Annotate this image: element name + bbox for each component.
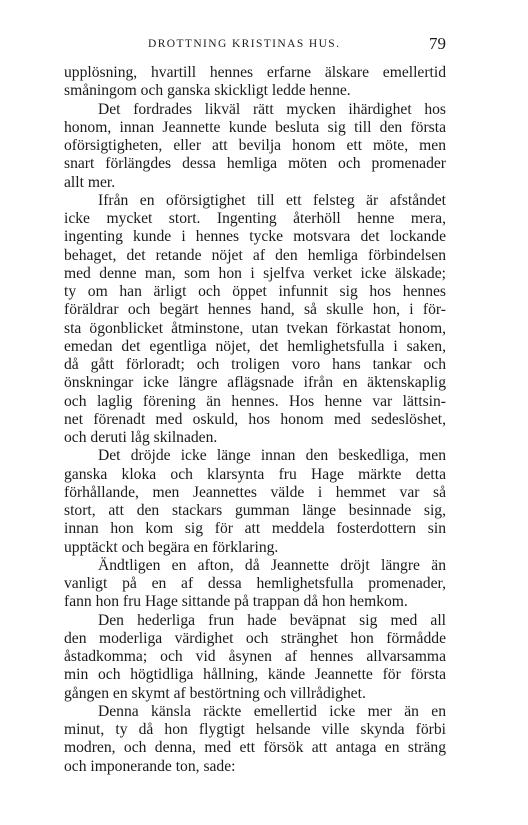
text-line: då gått förloradt; och troligen voro hans tankar och bbox=[64, 356, 446, 373]
text-line: föräldrar och begärt hennes hand, så skulle hon, i för- bbox=[64, 301, 446, 319]
text-line: ty om han ärligt och öppet infunnit sig hos hennes bbox=[64, 283, 446, 300]
text-line: småningom och ganska skickligt ledde henne. bbox=[64, 82, 351, 100]
text-line: Ändtligen en afton, då Jeannette dröjt längre än bbox=[98, 556, 446, 574]
text-line: Det fordrades likväl rätt mycken ihärdighet hos bbox=[98, 100, 446, 118]
text-line: innan hon kom sig för att meddela fosterdottern sin bbox=[64, 520, 446, 538]
text-line: upptäckt och begära en förklaring. bbox=[64, 538, 279, 556]
text-line: allt mer. bbox=[64, 173, 116, 191]
text-line: emedan det egentliga nöjet, det hemlighetsfulla i saken, bbox=[64, 337, 446, 355]
paragraph bbox=[64, 703, 446, 776]
text-line: gången en skymt af bestörtning och villrådighet. bbox=[64, 684, 366, 702]
text-line: behaget, det retande nöjet af den hemliga förbindelsen bbox=[64, 246, 446, 264]
text-line: stort, att den stackars gumman länge besinnade sig, bbox=[64, 502, 446, 519]
paragraph bbox=[64, 447, 446, 557]
text-line: Ifrån en oförsigtighet till ett felsteg är afståndet bbox=[98, 191, 446, 209]
text-line: och imponerande ton, sade: bbox=[64, 757, 236, 775]
body-text bbox=[64, 64, 446, 776]
paragraph bbox=[64, 64, 446, 101]
text-line: Det dröjde icke länge innan den beskedliga, men bbox=[98, 447, 446, 465]
text-line: sta ögonblicket åtminstone, utan tvekan förkastat honom, bbox=[64, 319, 446, 337]
text-line: snart förlängdes dessa hemliga möten och promenader bbox=[64, 155, 446, 173]
text-line: Den hederliga frun hade beväpnat sig med all bbox=[98, 611, 446, 629]
text-line: med denne man, som hon i sjelfva verket icke älskade; bbox=[64, 264, 446, 282]
text-line: icke mycket stort. Ingenting återhöll henne mera, bbox=[64, 210, 446, 227]
text-line: min och högtidliga hållning, kände Jeannette för första bbox=[64, 666, 446, 684]
paragraph bbox=[64, 101, 446, 192]
text-line: ingenting kunde i hennes tycke motsvara det lockande bbox=[64, 228, 446, 246]
paragraph bbox=[64, 612, 446, 703]
text-line: minut, ty då hon flygtigt helsande ville skynda förbi bbox=[64, 721, 446, 738]
text-line: ganska kloka och klarsynta fru Hage märkte detta bbox=[64, 465, 446, 483]
text-line: förhållande, men Jeannettes välde i hemmet var så bbox=[64, 483, 446, 501]
text-line: och laglig förening än hennes. Hos henne var lättsin- bbox=[64, 392, 446, 410]
text-line: och deruti låg skilnaden. bbox=[64, 429, 218, 446]
text-line: önskningar icke längre aflägsnade ifrån en äktenskaplig bbox=[64, 374, 446, 392]
text-line: den moderliga värdighet och stränghet hon förmådde bbox=[64, 629, 446, 647]
text-line: net förenadt med oskuld, hos honom med sedeslöshet, bbox=[64, 410, 446, 428]
page-number: 79 bbox=[429, 34, 446, 53]
text-line: modren, och denna, med ett försök att antaga en sträng bbox=[64, 739, 446, 757]
text-line: åstadkomma; och vid åsynen af hennes allvarsamma bbox=[64, 648, 446, 665]
paragraph bbox=[64, 557, 446, 612]
paragraph bbox=[64, 192, 446, 448]
running-head bbox=[64, 36, 446, 56]
text-line: honom, innan Jeannette kunde besluta sig till den första bbox=[64, 118, 446, 136]
text-line: Denna känsla räckte emellertid icke mer än en bbox=[98, 702, 446, 720]
running-title: DROTTNING KRISTINAS HUS. bbox=[148, 38, 341, 50]
text-line: vanligt på en af dessa hemlighetsfulla promenader, bbox=[64, 575, 446, 592]
text-line: upplösning, hvartill hennes erfarne älskare emellertid bbox=[64, 64, 446, 81]
text-line: fann hon fru Hage sittande på trappan då hon hemkom. bbox=[64, 593, 408, 611]
text-line: oförsigtigheten, eller att bevilja honom ett möte, men bbox=[64, 137, 446, 154]
